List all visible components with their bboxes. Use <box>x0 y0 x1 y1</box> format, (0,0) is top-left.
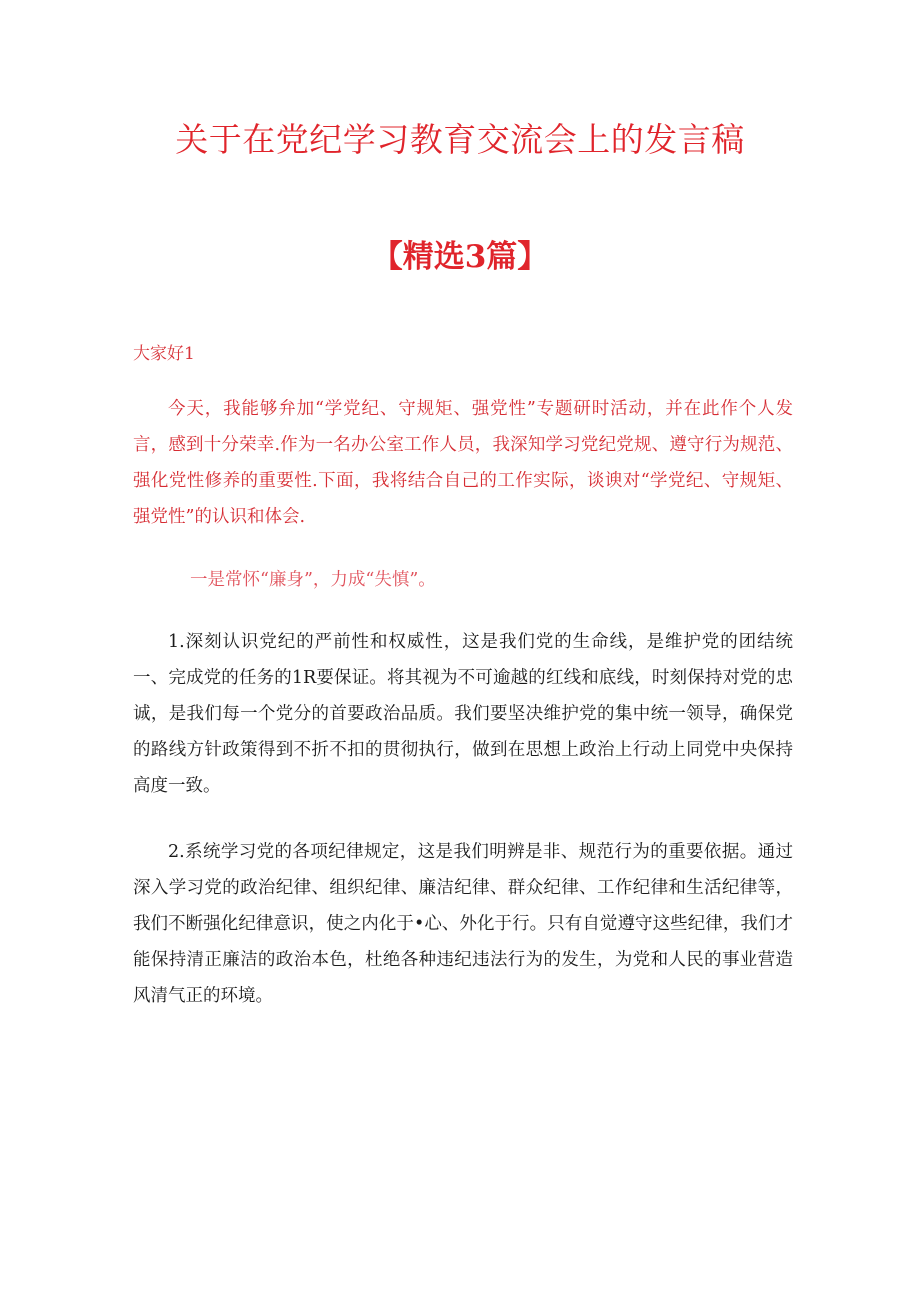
document-subtitle: 【精选3篇】 <box>371 239 549 275</box>
greeting: 大家好1 <box>133 344 195 364</box>
point-1-paragraph: 1.深刻认识党纪的严前性和权威性，这是我们党的生命线，是维护党的团结统一、完成党的任务的1R要保证。将其视为不可逾越的红线和底线，时刻保持对党的忠诚，是我们每一个党分的首要政治品质。我们要坚决维护党的集中统一领导，确保党的路线方针政策得到不折不扣的贯彻执行，做到在思想上政治上行动上同党中央保持高度一致。 <box>133 632 793 796</box>
intro-paragraph: 今天，我能够弁加“学党纪、守规矩、强党性”专题研时活动，并在此作个人发言，感到十分荣幸.作为一名办公室工作人员，我深知学习党纪党规、遵守行为规范、强化党性修养的重要性.下面，我将结合自己的工作实际，谈谀对“学党纪、守规矩、强党性”的认识和体会. <box>133 399 793 527</box>
section-heading: 一是常怀“廉身”，力成“失慎”。 <box>190 570 436 590</box>
document-title: 关于在党纪学习教育交流会上的发言稿 <box>175 120 745 159</box>
point-2-paragraph: 2.系统学习党的各项纪律规定，这是我们明辨是非、规范行为的重要依据。通过深入学习党的政治纪律、组织纪律、廉洁纪律、群众纪律、工作纪律和生活纪律等，我们不断强化纪律意识，使之内化于•心、外化于行。只有自觉遵守这些纪律，我们才能保持清正廉洁的政治本色，杜绝各种违纪违法行为的发生，为党和人民的事业营造风清气正的环境。 <box>133 842 793 1006</box>
